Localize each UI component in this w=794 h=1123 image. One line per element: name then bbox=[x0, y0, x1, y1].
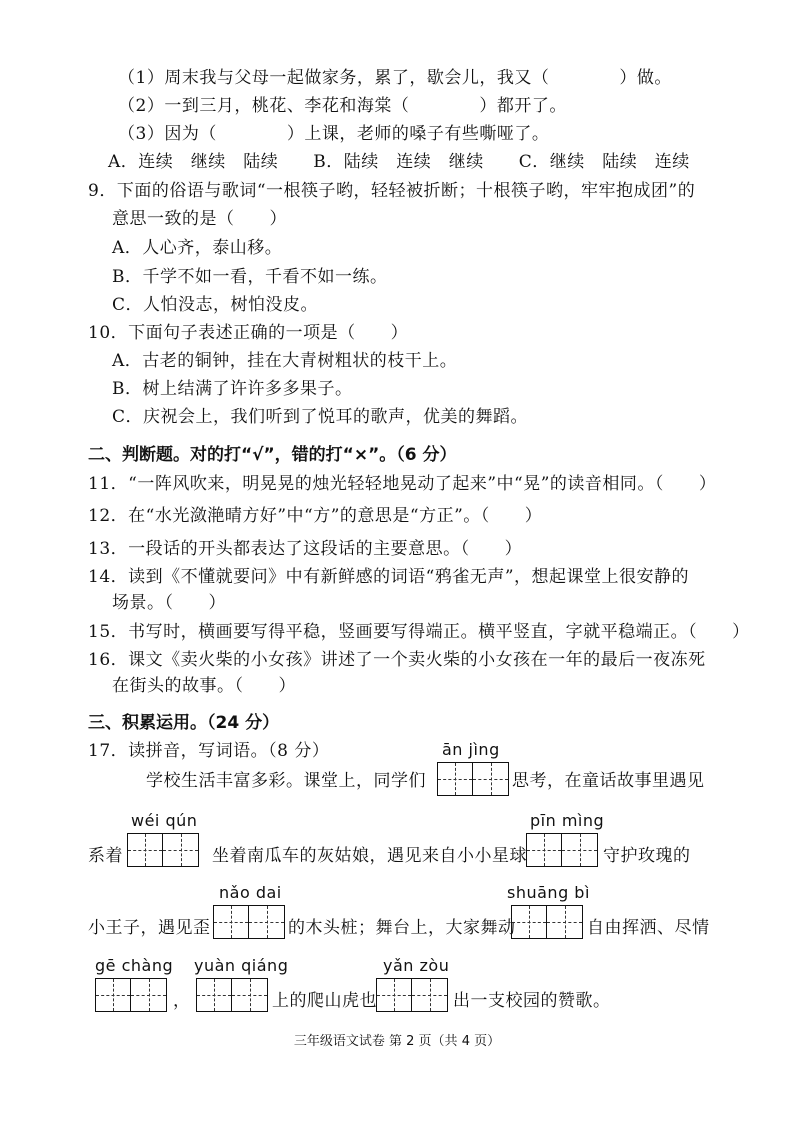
passage-text-10: 上的爬山虎也 bbox=[272, 991, 377, 1011]
pinyin-yuan-qiang: yuàn qiáng bbox=[194, 956, 289, 975]
answer-grid-ge-chang[interactable] bbox=[95, 978, 167, 1012]
answer-grid-yan-zou[interactable] bbox=[376, 978, 448, 1012]
answer-grid-an-jing[interactable] bbox=[437, 762, 509, 796]
q10-stem: 10．下面句子表述正确的一项是（ ） bbox=[88, 323, 409, 343]
answer-grid-nao-dai[interactable] bbox=[213, 905, 285, 939]
q8-options: A．连续 继续 陆续 B．陆续 连续 继续 C．继续 陆续 连续 bbox=[108, 152, 690, 172]
q9-option-a: A．人心齐，泰山移。 bbox=[112, 238, 283, 258]
pinyin-ge-chang: gē chàng bbox=[95, 956, 174, 975]
q10-option-b: B．树上结满了许许多多果子。 bbox=[112, 379, 353, 399]
q12: 12．在“水光潋滟晴方好”中“方”的意思是“方正”。（ ） bbox=[88, 506, 543, 526]
q10-option-a: A．古老的铜钟，挂在大青树粗状的枝干上。 bbox=[112, 351, 458, 371]
passage-text-11: 出一支校园的赞歌。 bbox=[453, 991, 611, 1011]
q8-line-2: （2）一到三月，桃花、李花和海棠（ ）都开了。 bbox=[118, 96, 567, 116]
passage-text-9: ， bbox=[173, 991, 191, 1011]
q11: 11．“一阵风吹来，明晃晃的烛光轻轻地晃动了起来”中“晃”的读音相同。（ ） bbox=[88, 474, 717, 494]
pinyin-nao-dai: nǎo dai bbox=[219, 883, 282, 902]
passage-text-6: 小王子，遇见歪 bbox=[88, 918, 211, 938]
q10-option-c: C．庆祝会上，我们听到了悦耳的歌声，优美的舞蹈。 bbox=[112, 407, 529, 427]
passage-text-7: 的木头桩；舞台上，大家舞动 bbox=[288, 918, 516, 938]
q14-line-1: 14．读到《不懂就要问》中有新鲜感的词语“鸦雀无声”，想起课堂上很安静的 bbox=[88, 567, 690, 587]
pinyin-an-jing: ān jìng bbox=[442, 740, 500, 759]
page-footer: 三年级语文试卷 第 2 页（共 4 页） bbox=[293, 1034, 501, 1049]
q9-stem-line-2: 意思一致的是（ ） bbox=[112, 209, 287, 229]
q14-line-2: 场景。（ ） bbox=[112, 593, 226, 613]
q8-line-3: （3）因为（ ）上课，老师的嗓子有些嘶哑了。 bbox=[118, 124, 550, 144]
section-2-title: 二、判断题。对的打“√”，错的打“×”。（6 分） bbox=[88, 445, 457, 465]
q15: 15．书写时，横画要写得平稳，竖画要写得端正。横平竖直，字就平稳端正。（ ） bbox=[88, 622, 750, 642]
q17-stem: 17．读拼音，写词语。（8 分） bbox=[88, 741, 330, 761]
q9-option-c: C．人怕没志，树怕没皮。 bbox=[112, 295, 319, 315]
pinyin-wei-qun: wéi qún bbox=[131, 811, 198, 830]
passage-text-5: 守护玫瑰的 bbox=[603, 846, 691, 866]
pinyin-shuang-bi: shuāng bì bbox=[507, 883, 590, 902]
answer-grid-pin-ming[interactable] bbox=[526, 833, 598, 867]
passage-text-8: 自由挥洒、尽情 bbox=[587, 918, 710, 938]
section-3-title: 三、积累运用。（24 分） bbox=[88, 713, 280, 733]
pinyin-pin-ming: pīn mìng bbox=[530, 811, 605, 830]
passage-text-1: 学校生活丰富多彩。课堂上，同学们 bbox=[146, 771, 426, 791]
pinyin-yan-zou: yǎn zòu bbox=[383, 956, 450, 975]
q8-line-1: （1）周末我与父母一起做家务，累了，歇会儿，我又（ ）做。 bbox=[118, 68, 672, 88]
passage-text-3: 系着 bbox=[88, 846, 123, 866]
passage-text-4: 坐着南瓜车的灰姑娘，遇见来自小小星球 bbox=[212, 846, 527, 866]
answer-grid-shuang-bi[interactable] bbox=[511, 905, 583, 939]
q13: 13．一段话的开头都表达了这段话的主要意思。（ ） bbox=[88, 539, 523, 559]
passage-text-2: 思考，在童话故事里遇见 bbox=[512, 771, 705, 791]
q16-line-1: 16．课文《卖火柴的小女孩》讲述了一个卖火柴的小女孩在一年的最后一夜冻死 bbox=[88, 650, 706, 670]
q16-line-2: 在街头的故事。（ ） bbox=[112, 676, 296, 696]
answer-grid-wei-qun[interactable] bbox=[127, 833, 199, 867]
answer-grid-yuan-qiang[interactable] bbox=[196, 978, 268, 1012]
q9-option-b: B．千学不如一看，千看不如一练。 bbox=[112, 267, 388, 287]
q9-stem-line-1: 9．下面的俗语与歌词“一根筷子哟，轻轻被折断；十根筷子哟，牢牢抱成团”的 bbox=[88, 181, 696, 201]
